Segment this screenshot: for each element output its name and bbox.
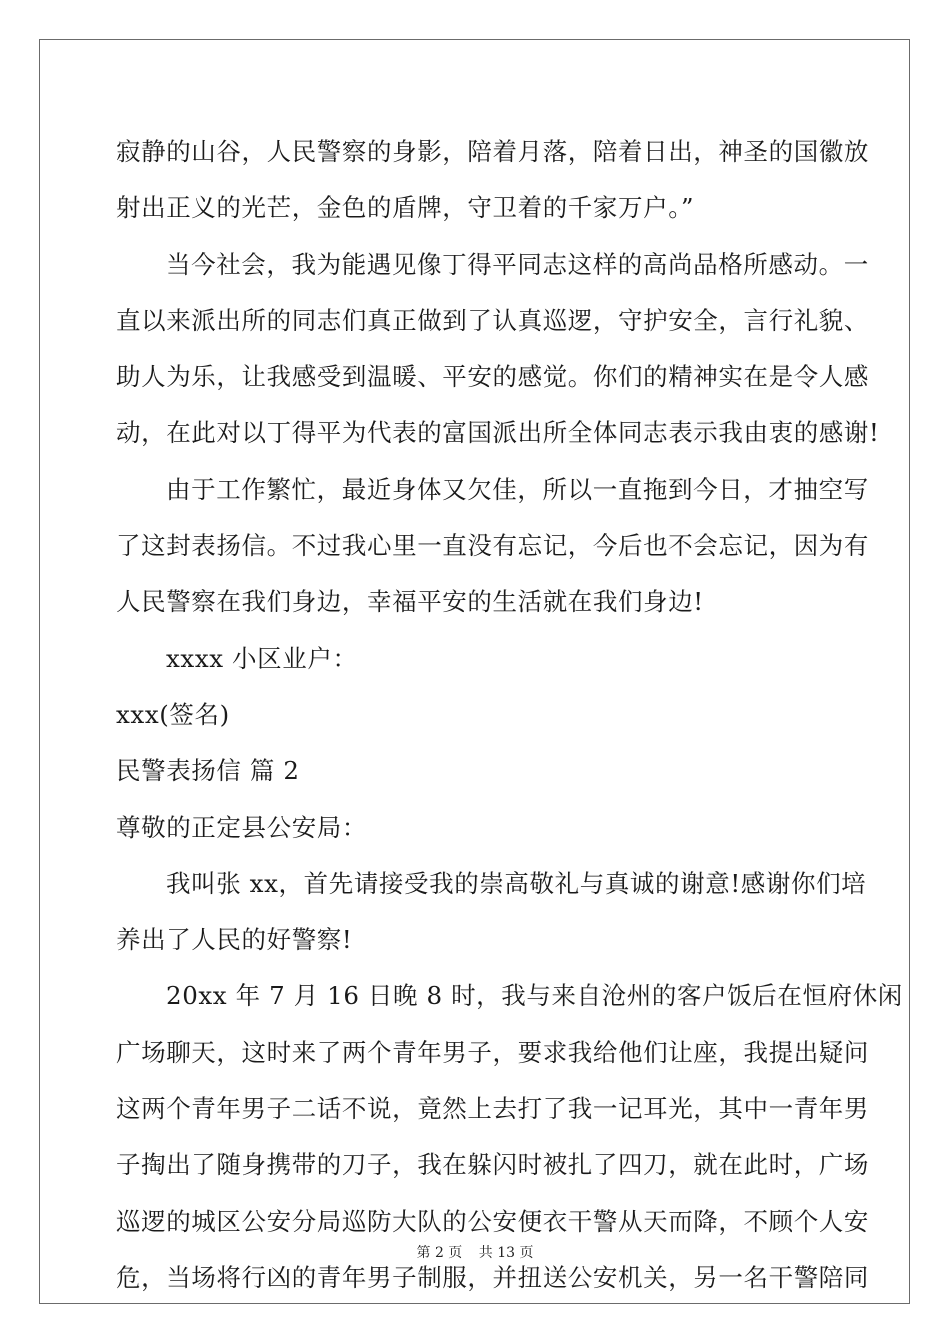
page-number-total: 共 13 页: [478, 1245, 534, 1261]
salutation-line: 尊敬的正定县公安局：: [116, 812, 367, 842]
text-line: 人民警察在我们身边，幸福平安的生活就在我们身边!: [116, 587, 704, 617]
text-line: 巡逻的城区公安分局巡防大队的公安便衣干警从天而降，不顾个人安: [116, 1206, 869, 1236]
text-line: 寂静的山谷，人民警察的身影，陪着月落，陪着日出，神圣的国徽放: [116, 137, 869, 166]
page-footer: [0, 1242, 950, 1262]
paragraph-start-line: 由于工作繁忙，最近身体又欠佳，所以一直拖到今日，才抽空写: [166, 474, 869, 504]
paragraph-start-line: 20xx 年 7 月 16 日晚 8 时，我与来自沧州的客户饭后在恒府休闲: [166, 981, 903, 1011]
text-line: 广场聊天，这时来了两个青年男子，要求我给他们让座，我提出疑问: [116, 1037, 869, 1067]
text-line: 射出正义的光芒，金色的盾牌，守卫着的千家万户。”: [116, 193, 695, 223]
text-line: 养出了人民的好警察!: [116, 925, 353, 955]
section-title: 民警表扬信 篇 2: [116, 756, 300, 786]
text-line: 动，在此对以丁得平为代表的富国派出所全体同志表示我由衷的感谢!: [116, 418, 880, 448]
text-line: 危，当场将行凶的青年男子制服，并扭送公安机关，另一名干警陪同: [116, 1262, 869, 1292]
text-line: 子掏出了随身携带的刀子，我在躲闪时被扎了四刀，就在此时，广场: [116, 1150, 869, 1180]
paragraph-start-line: 我叫张 xx，首先请接受我的崇高敬礼与真诚的谢意!感谢你们培: [166, 868, 867, 898]
text-line: 助人为乐，让我感受到温暖、平安的感觉。你们的精神实在是令人感: [116, 362, 869, 392]
text-line: 直以来派出所的同志们真正做到了认真巡逻，守护安全，言行礼貌、: [116, 305, 869, 335]
sender-line: xxxx 小区业户：: [166, 643, 358, 673]
text-line: 这两个青年男子二话不说，竟然上去打了我一记耳光，其中一青年男: [116, 1094, 869, 1124]
document-body: [116, 124, 903, 1306]
page-number-current: 第 2 页: [416, 1245, 463, 1261]
paragraph-start-line: 当今社会，我为能遇见像丁得平同志这样的高尚品格所感动。一: [166, 249, 869, 279]
text-line: 了这封表扬信。不过我心里一直没有忘记，今后也不会忘记，因为有: [116, 531, 869, 561]
signature-line: xxx(签名): [116, 699, 230, 729]
